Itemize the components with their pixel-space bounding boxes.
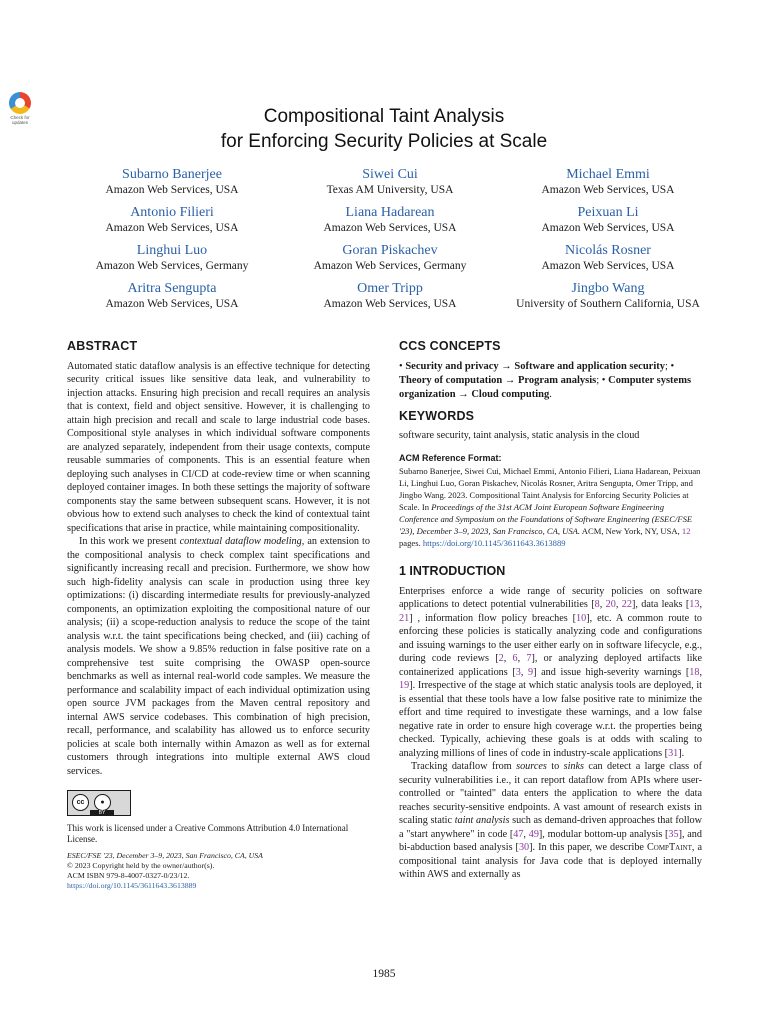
right-column xyxy=(399,340,702,882)
citation-link[interactable]: 31 xyxy=(668,747,679,759)
intro-text: Enterprises enforce a wide range of security policies on software applications to detect potential vulnerabilities [ xyxy=(399,585,702,610)
reference-venue: Proceedings of the 31st ACM Joint European Software Engineering Conference and Symposium on the Foundations of Software Engineering (ESEC/FSE '23), December 3–9, 2023, San Francisco, CA, USA. xyxy=(399,502,693,536)
abstract-heading: ABSTRACT xyxy=(67,339,138,353)
intro-text: , xyxy=(699,599,703,610)
citation-link[interactable]: 19 xyxy=(399,680,410,691)
citation-link[interactable]: 49 xyxy=(528,828,539,840)
author-name[interactable]: Peixuan Li xyxy=(577,205,639,220)
title-line-2: for Enforcing Security Policies at Scale xyxy=(220,131,548,152)
author-affiliation: Amazon Web Services, USA xyxy=(105,298,239,310)
author-block xyxy=(499,166,717,197)
left-column xyxy=(67,340,370,891)
ccs-term: Cloud computing xyxy=(471,388,550,400)
ccs-term: Theory of computation xyxy=(399,374,503,386)
citation-link[interactable]: 7 xyxy=(526,653,532,664)
author-block xyxy=(499,204,717,235)
author-block xyxy=(63,280,281,311)
paper-title xyxy=(0,104,768,154)
author-affiliation: Amazon Web Services, Germany xyxy=(95,260,249,272)
citation-link[interactable]: 18 xyxy=(689,666,700,678)
intro-text: , xyxy=(599,599,606,610)
intro-text: , xyxy=(503,653,513,664)
intro-text: Tracking dataflow from xyxy=(411,761,517,772)
intro-emphasis: sinks xyxy=(563,761,585,772)
author-affiliation: Amazon Web Services, USA xyxy=(541,260,675,272)
author-name[interactable]: Subarno Banerjee xyxy=(122,167,222,182)
intro-text: ] and issue high-severity warnings [ xyxy=(533,666,690,678)
citation-link[interactable]: 30 xyxy=(518,842,530,853)
reference-text: Subarno Banerjee, Siwei Cui, Michael Emmi, Antonio Filieri, Liana Hadarean, Peixuan Li, Linghui Luo, Goran Piskachev, Nicolás Rosner, Aritra Sengupta, Omer Tripp, and Jingbo Wang. 2023. Compositional Taint Analysis for Enforcing Security Policies at Scale. In xyxy=(399,466,701,512)
citation-link[interactable]: 6 xyxy=(512,653,518,664)
abstract-text: , an extension to the compositional analysis to check complex taint specifications and significantly increasing recall and precision. Furthermore, we show how such high-fidelity analysis can scale in production using three key optimizations: (i) discarding intermediate results for previously-analyzed components, an optimization exploiting the compositional nature of our analysis; (ii) a scope-reduction analysis to reduce the scope of the taint analysis w.r.t. the taint specifications being checked, and (iii) caching of analysis models. We show a 9.85% reduction in false positive rate on a comprehensive test suite comprising the OWASP open-source benchmarks as well as internal real-world code samples. We measure the performance and scalability impact of each individual optimization using open source JVM packages from the Maven central repository and internal AWS service codebases. This combination of high precision, recall, performance, and scalability has allowed us to enforce security policies at scale both internally within Amazon as well as for external customers through integrations into multiple external AWS cloud services. xyxy=(67,536,370,777)
reference-format-text xyxy=(399,465,702,549)
copyright-line: © 2023 Copyright held by the owner/author(s). xyxy=(67,860,215,870)
author-affiliation: Amazon Web Services, USA xyxy=(105,184,239,196)
page-count-link[interactable]: 12 xyxy=(681,526,691,536)
author-name[interactable]: Jingbo Wang xyxy=(571,281,645,296)
author-name[interactable]: Michael Emmi xyxy=(566,167,650,182)
author-affiliation: Amazon Web Services, USA xyxy=(541,184,675,196)
author-affiliation: Amazon Web Services, Germany xyxy=(313,260,467,272)
abstract-text: In this work we present xyxy=(79,536,180,547)
keywords-text: software security, taint analysis, static analysis in the cloud xyxy=(399,430,640,441)
reference-text: pages. xyxy=(399,538,423,548)
ccs-term: Software and application security xyxy=(514,360,666,372)
doi-link[interactable]: https://doi.org/10.1145/3611643.3613889 xyxy=(67,880,197,890)
author-block xyxy=(63,242,281,273)
intro-text: ], modular bottom-up analysis [ xyxy=(538,828,669,840)
author-block xyxy=(499,280,717,311)
introduction-paragraph-2 xyxy=(399,760,702,882)
ccs-term: Computer systems organization xyxy=(399,374,692,400)
intro-emphasis: taint analysis xyxy=(454,815,510,826)
author-affiliation: University of Southern California, USA xyxy=(516,298,700,310)
abstract-paragraph-2 xyxy=(67,535,370,778)
introduction-paragraph-1 xyxy=(399,585,702,761)
author-affiliation: Texas AM University, USA xyxy=(326,184,454,196)
author-block xyxy=(281,166,499,197)
intro-text: , xyxy=(699,666,702,678)
citation-link[interactable]: 47 xyxy=(513,828,524,840)
cc-by-license-icon[interactable] xyxy=(67,790,131,816)
intro-emphasis: sources xyxy=(516,761,547,772)
ccs-term: Security and privacy xyxy=(405,360,499,372)
ccs-heading: CCS CONCEPTS xyxy=(399,339,501,353)
citation-link[interactable]: 8 xyxy=(594,599,600,610)
citation-link[interactable]: 9 xyxy=(528,666,534,678)
citation-link[interactable]: 13 xyxy=(689,599,700,610)
author-name[interactable]: Omer Tripp xyxy=(357,281,423,296)
author-name[interactable]: Antonio Filieri xyxy=(130,205,214,220)
author-block xyxy=(281,280,499,311)
citation-link[interactable]: 2 xyxy=(498,653,504,664)
author-name[interactable]: Linghui Luo xyxy=(136,243,208,258)
intro-text: such as demand-driven approaches that follow a "start anywhere" in code [ xyxy=(399,815,702,840)
cc-icon: cc xyxy=(72,794,89,811)
author-block xyxy=(499,242,717,273)
introduction-heading: 1 INTRODUCTION xyxy=(399,564,506,578)
intro-text: ] , information flow policy breaches [ xyxy=(409,612,577,624)
reference-format-heading: ACM Reference Format: xyxy=(399,452,502,463)
author-block xyxy=(63,204,281,235)
by-label: BY xyxy=(90,810,114,816)
license-text: This work is licensed under a Creative Commons Attribution 4.0 International License. xyxy=(67,822,349,844)
author-affiliation: Amazon Web Services, USA xyxy=(323,298,457,310)
author-block xyxy=(281,242,499,273)
isbn-line: ACM ISBN 979-8-4007-0327-0/23/12. xyxy=(67,870,190,880)
ccs-term: Program analysis xyxy=(518,374,597,386)
intro-text: ]. Irrespective of the stage at which static analysis tools are deployed, it is essential that these tools have a low false positive rate to minimize the effort and time required to investigate these warnings, and a low false negative rate in order to ensure high coverage w.r.t. the properties being checked. Typically, achieving these goals is at odds with scaling to analyzing millions of lines of code in industry-scale applications [ xyxy=(399,680,702,759)
reference-doi-link[interactable]: https://doi.org/10.1145/3611643.3613889 xyxy=(422,538,566,548)
author-affiliation: Amazon Web Services, USA xyxy=(541,222,675,234)
title-line-1: Compositional Taint Analysis xyxy=(263,106,505,127)
reference-text: ACM, New York, NY, USA, xyxy=(580,526,682,536)
abstract-emphasis: contextual dataflow modeling xyxy=(179,536,302,547)
attribution-person-icon: ● xyxy=(94,794,111,811)
author-name[interactable]: Nicolás Rosner xyxy=(565,243,651,258)
author-grid xyxy=(63,166,717,311)
intro-text: can detect a large class of security vulnerabilities i.e., it can report dataflow from APIs where user-controlled or "tainted" data enters the application to where the data reaches security-sensitive endpoints. A vast amount of research exists in scaling static xyxy=(399,761,702,826)
citation-link[interactable]: 22 xyxy=(621,599,632,610)
footnote-block xyxy=(67,851,370,891)
page-number: 1985 xyxy=(372,968,396,980)
citation-link[interactable]: 10 xyxy=(576,612,587,624)
author-name[interactable]: Siwei Cui xyxy=(362,167,418,182)
author-block xyxy=(63,166,281,197)
intro-text: ]. In this paper, we describe xyxy=(529,842,647,853)
author-block xyxy=(281,204,499,235)
ccs-concepts: • Security and privacy → Software and application security; • Theory of computation → Program analysis; • Computer systems organization → Cloud computing. xyxy=(399,360,692,400)
intro-text: , xyxy=(615,599,622,610)
conference-line: ESEC/FSE '23, December 3–9, 2023, San Francisco, CA, USA xyxy=(67,850,263,860)
badge-label: Check for updates xyxy=(10,115,30,125)
author-name[interactable]: Aritra Sengupta xyxy=(127,281,217,296)
intro-text: ], data leaks [ xyxy=(631,599,690,610)
intro-text: , xyxy=(523,828,529,840)
intro-text: , xyxy=(520,666,529,678)
intro-text: , a compositional taint analysis for Java code that is deployed internally within AWS and externally as xyxy=(399,842,702,880)
keywords-heading: KEYWORDS xyxy=(399,408,475,423)
intro-text: ]. xyxy=(678,747,685,759)
intro-text: ], etc. A common route to enforcing these policies is statically analyzing code and configurations and issuing warnings to the user either early on in software lifecycle, e.g., during code reviews [ xyxy=(399,612,702,664)
abstract-paragraph-1: Automated static dataflow analysis is an effective technique for detecting security critical issues like sensitive data leak, and vulnerability to injection attacks. Ensuring high precision and recall requires an analysis that is context, field and object sensitive. However, it is challenging to attain high precision and recall and scale to large industrial code bases. Compositional style analyses in which individual software components are analyzed separately, independent from their usage contexts, compute reusable summaries of components. This is an essential feature when deploying such analyses in CI/CD at code-review time or when scanning deployed container images. In both these settings the majority of software components stay the same between subsequent scans. However, it is not obvious how to extend such analyses to check the kind of contextual taint specifications that arise in practice, while maintaining compositionality. xyxy=(67,360,370,534)
intro-text: ], and bi-abduction based analysis [ xyxy=(399,828,702,853)
citation-link[interactable]: 21 xyxy=(399,612,410,624)
author-name[interactable]: Liana Hadarean xyxy=(345,205,435,220)
citation-link[interactable]: 20 xyxy=(605,599,616,610)
citation-link[interactable]: 35 xyxy=(668,828,679,840)
citation-link[interactable]: 3 xyxy=(515,666,521,678)
author-name[interactable]: Goran Piskachev xyxy=(342,243,438,258)
tool-name: CompTaint xyxy=(646,842,692,853)
intro-text: ], or analyzing deployed artifacts like containerized applications [ xyxy=(399,653,703,678)
author-affiliation: Amazon Web Services, USA xyxy=(105,222,239,234)
intro-text: , xyxy=(517,653,527,664)
author-affiliation: Amazon Web Services, USA xyxy=(323,222,457,234)
intro-text: to xyxy=(546,761,564,772)
